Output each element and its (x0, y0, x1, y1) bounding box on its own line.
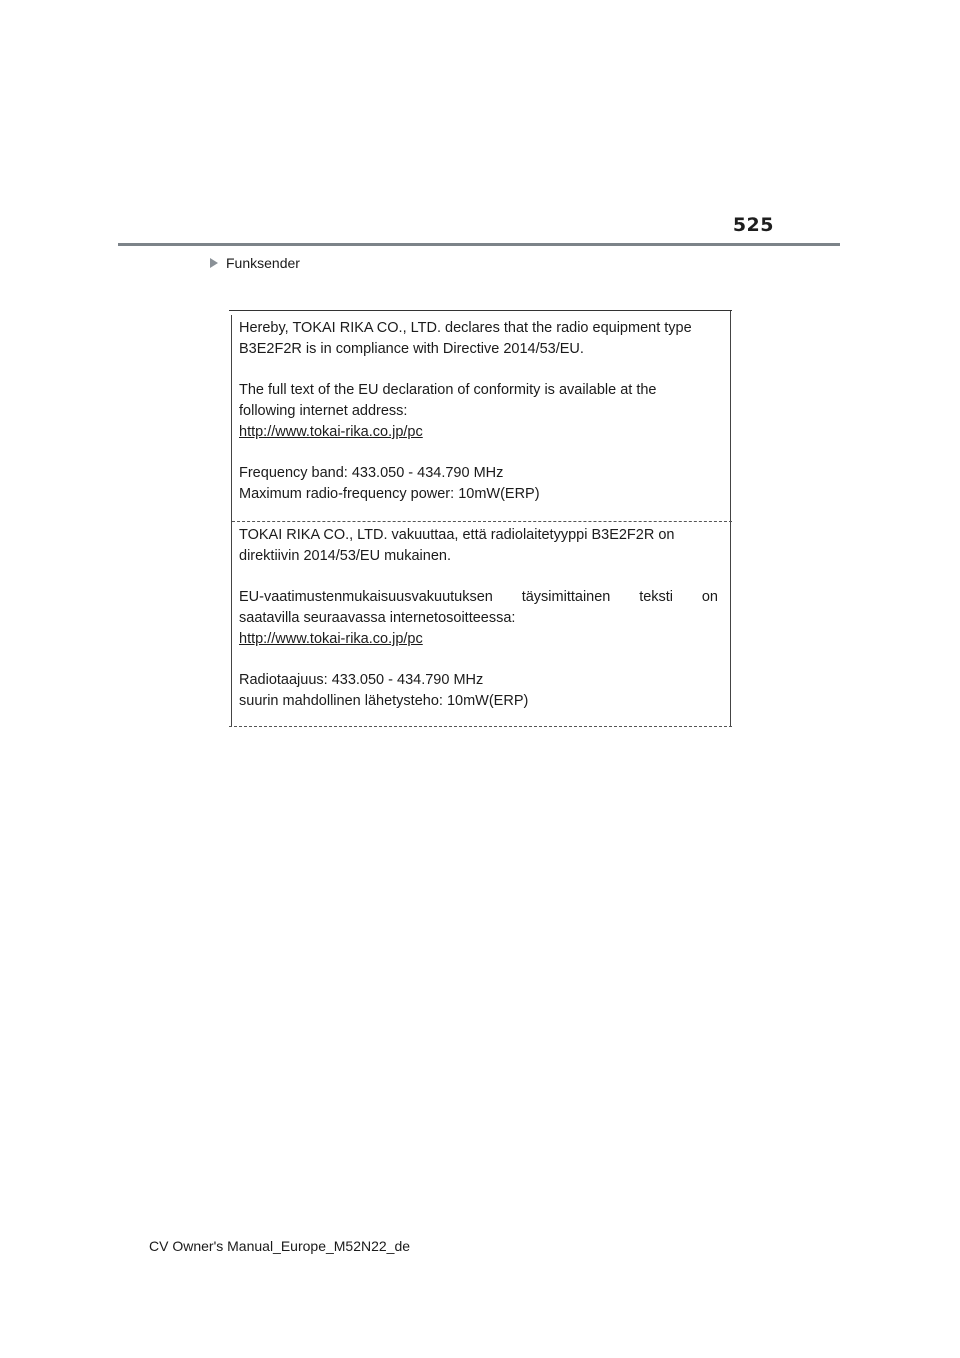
en-line-3: The full text of the EU declaration of conformity is available at the (239, 382, 657, 398)
footer-manual-id: CV Owner's Manual_Europe_M52N22_de (149, 1238, 411, 1254)
fi-line-4: saatavilla seuraavassa internetosoitteessa: (239, 610, 516, 626)
fi-line-3 (239, 587, 718, 608)
en-power: Maximum radio-frequency power: 10mW(ERP) (239, 486, 540, 502)
declaration-finnish (239, 525, 718, 712)
fi-frequency: Radiotaajuus: 433.050 - 434.790 MHz (239, 672, 484, 688)
en-line-4: following internet address: (239, 403, 408, 419)
triangle-bullet-icon (210, 258, 218, 268)
fi-line-1: TOKAI RIKA CO., LTD. vakuuttaa, että radiolaitetyyppi B3E2F2R on (239, 527, 675, 543)
section-label-text: Funksender (226, 255, 300, 271)
section-label (210, 255, 300, 271)
fi-line-3-word: täysimittainen (521, 589, 611, 605)
language-divider (232, 521, 732, 522)
fi-line-3-word: EU-vaatimustenmukaisuusvakuutuksen (239, 589, 493, 605)
fi-line-3-word: teksti (639, 589, 674, 605)
header-rule (118, 243, 840, 246)
fi-line-2: direktiivin 2014/53/EU mukainen. (239, 548, 451, 564)
declaration-box (229, 310, 732, 727)
box-right-border (730, 311, 731, 726)
en-line-1: Hereby, TOKAI RIKA CO., LTD. declares that the radio equipment type (239, 320, 692, 336)
fi-url-link[interactable]: http://www.tokai-rika.co.jp/pc (239, 631, 423, 647)
en-line-2: B3E2F2R is in compliance with Directive 2014/53/EU. (239, 341, 584, 357)
en-url-link[interactable]: http://www.tokai-rika.co.jp/pc (239, 424, 423, 440)
fi-power: suurin mahdollinen lähetysteho: 10mW(ERP) (239, 693, 529, 709)
page-number: 525 (732, 214, 774, 236)
declaration-english (239, 318, 718, 505)
fi-line-3-word: on (701, 589, 718, 605)
en-frequency: Frequency band: 433.050 - 434.790 MHz (239, 465, 504, 481)
